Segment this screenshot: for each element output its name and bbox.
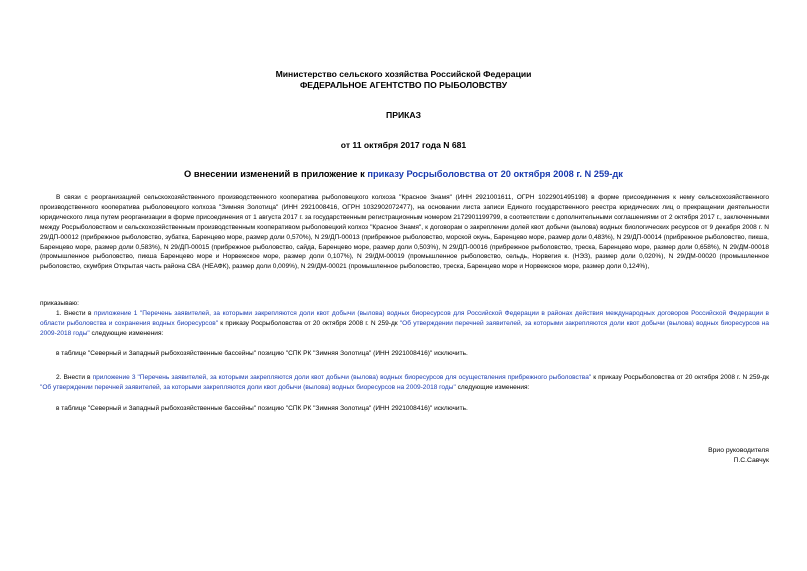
item2-paragraph xyxy=(40,373,769,393)
item1-appendix-link[interactable]: приложение 1 "Перечень заявителей, за которыми закрепляются доли квот добычи (вылова) водных биоресурсов для Российской Федерации в районах действия международных договоров Российской Федерации в области рыболовства и сохранения водных биоресурсов" xyxy=(40,310,769,327)
document-title xyxy=(0,168,807,180)
item1-pre: 1. Внести в xyxy=(56,310,95,317)
item2-order-title-link[interactable]: "Об утверждении перечней заявителей, за которыми закрепляются доли квот добычи (вылова) водных биоресурсов на 2009-2018 годы" xyxy=(40,383,456,391)
title-order-link[interactable]: приказу Росрыболовства от 20 октября 2008 г. N 259-дк xyxy=(367,169,623,179)
item1-mid: к приказу Росрыболовства от 20 октября 2008 г. N 259-дк xyxy=(218,319,400,327)
item1-order-title-link[interactable]: "Об утверждении перечней заявителей, за которыми закрепляются доли квот добычи (вылова) водных биоресурсов на 2009-2018 годы" xyxy=(40,319,770,337)
ministry-name: Министерство сельского хозяйства Российской Федерации xyxy=(275,69,532,79)
document-type: ПРИКАЗ xyxy=(386,110,421,120)
order-word-block xyxy=(40,299,769,309)
item1-change: в таблице "Северный и Западный рыбохозяйственные бассейны" позицию "СПК РК "Зимняя Золотица" (ИНН 2921008416)" исключить. xyxy=(56,350,468,357)
item1-block xyxy=(40,309,769,339)
item2-post: следующие изменения: xyxy=(455,383,530,391)
item2-change-block xyxy=(40,404,769,414)
signature-name: П.С.Савчук xyxy=(733,457,769,464)
signature-position: Врио руководителя xyxy=(708,447,769,454)
item2-appendix-link[interactable]: приложение 3 "Перечень заявителей, за которыми закрепляются доли квот добычи (вылова) водных биоресурсов для осуществления прибрежного рыболовства" xyxy=(92,374,592,381)
item1-change-block xyxy=(40,349,769,359)
document-date-number: от 11 октября 2017 года N 681 xyxy=(340,140,467,150)
item2-block xyxy=(40,373,769,393)
preamble-block xyxy=(40,193,769,272)
item1-post: следующие изменения: xyxy=(89,329,164,337)
title-prefix: О внесении изменений в приложение к xyxy=(184,169,368,179)
item2-pre: 2. Внести в xyxy=(56,374,93,381)
order-word: приказываю: xyxy=(40,300,79,307)
item2-mid: к приказу Росрыболовства от 20 октября 2008 г. N 259-дк xyxy=(591,374,769,381)
item2-change: в таблице "Северный и Западный рыбохозяйственные бассейны" позицию "СПК РК "Зимняя Золотица" (ИНН 2921008416)" исключить. xyxy=(56,405,468,412)
preamble-paragraph: В связи с реорганизацией сельскохозяйственного производственного кооператива рыболовецкого колхоза "Красное Знамя" (ИНН 2921001611, ОГРН 1022901495198) в форме присоединения к нему сельскохозяйственного производственного кооператива рыболовецкого колхоза "Зимняя Золотица" (ИНН 2921008416, ОГРН 1032902072477), на основании листа записи Единого государственного реестра юридических лиц о прекращении деятельности юридического лица путем реорганизации в форме присоединения от 1 августа 2017 г. за государственным регистрационным номером 2172901199799, в соответствии с дополнительными соглашениями от 2 октября 2017 г., заключенными между Росрыболовством и сельскохозяйственным производственным кооперативом рыболовецкий колхоз "Красное Знамя", к договорам о закреплении долей квот добычи (вылова) водных биологических ресурсов от 9 декабря 2008 г. N 29/ДП-00012 (прибрежное рыболовство, зубатка, Баренцево море, размер доли 0,570%), N 29/ДП-00013 (прибрежное рыболовство, морской окунь, Баренцево море, размер доли 0,483%), N 29/ДП-00014 (прибрежное рыболовство, пикша, Баренцево море, размер доли 0,583%), N 29/ДП-00015 (прибрежное рыболовство, сайда, Баренцево море, размер доли 0,503%), N 29/ДП-00016 (прибрежное рыболовство, треска, Баренцево море, размер доли 0,658%), N 29/ДМ-00018 (промышленное рыболовство, пикша Баренцево море и Норвежское море, размер доли 0,107%), N 29/ДМ-00019 (промышленное рыболовство, сельдь, Норвегия к. (НЭЗ), размер доли 0,020%), N 29/ДМ-00020 (промышленное рыболовство, скумбрия Открытая часть района СВА (НЕАФК), размер доли 0,009%), N 29/ДМ-00021 (промышленное рыболовство, треска, Баренцево море и Норвежское море, размер доли 0,124%), xyxy=(40,194,769,271)
agency-name: ФЕДЕРАЛЬНОЕ АГЕНТСТВО ПО РЫБОЛОВСТВУ xyxy=(299,80,508,90)
item1-paragraph xyxy=(40,309,769,339)
